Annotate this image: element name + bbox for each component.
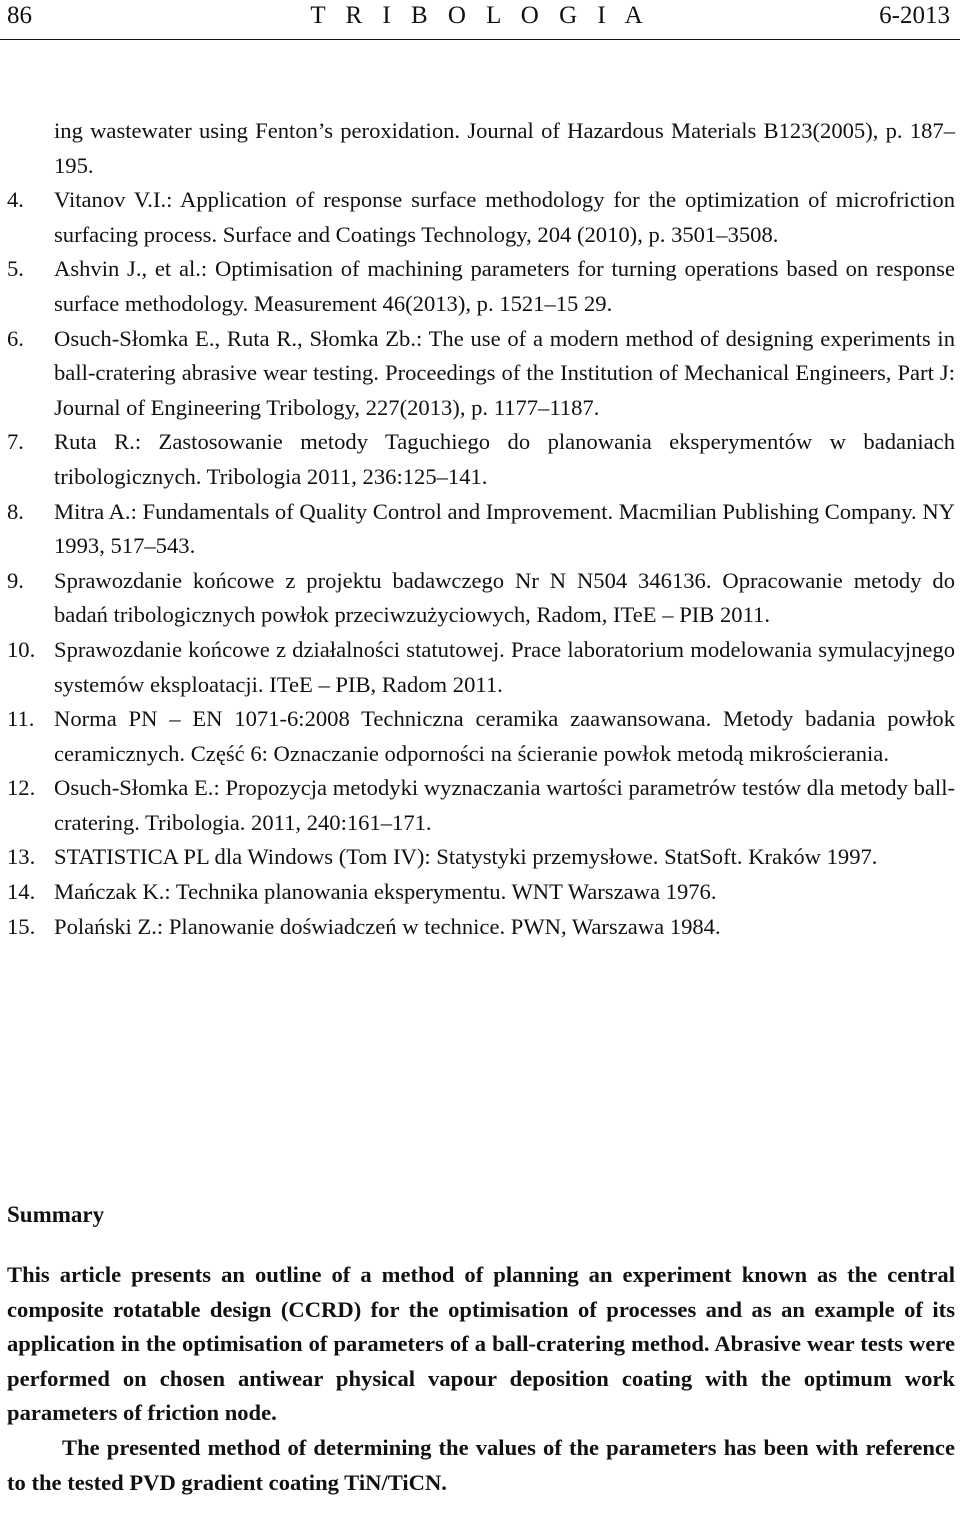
- reference-item: [7, 322, 955, 426]
- summary-paragraph: This article presents an outline of a method of planning an experiment known as the central composite rotatable design (CCRD) for the optimisation of processes and as an example of its application in the optimisation of parameters of a ball-cratering method. Abrasive wear tests were performed on chosen antiwear physical vapour deposition coating with the optimum work parameters of friction node.: [7, 1262, 955, 1426]
- reference-number: 4.: [7, 187, 24, 213]
- reference-text: Osuch-Słomka E.: Propozycja metodyki wyznaczania wartości parametrów testów dla metody ball-cratering. Tribologia. 2011, 240:161–171.: [54, 775, 955, 835]
- reference-item: [7, 252, 955, 321]
- reference-number: 11.: [7, 706, 35, 732]
- reference-text: STATISTICA PL dla Windows (Tom IV): Statystyki przemysłowe. StatSoft. Kraków 1997.: [54, 844, 878, 870]
- reference-text: Norma PN – EN 1071-6:2008 Techniczna ceramika zaawansowana. Metody badania powłok ceramicznych. Część 6: Oznaczanie odporności na ścieranie powłok metodą mikrościerania.: [54, 706, 955, 766]
- reference-item: [7, 495, 955, 564]
- page-number: 86: [7, 2, 32, 29]
- reference-text: Polański Z.: Planowanie doświadczeń w technice. PWN, Warszawa 1984.: [54, 913, 721, 939]
- reference-number: 9.: [7, 567, 24, 593]
- reference-item: [7, 875, 955, 910]
- reference-text: Mańczak K.: Technika planowania eksperymentu. WNT Warszawa 1976.: [54, 879, 717, 905]
- issue-number: 6-2013: [879, 2, 950, 29]
- reference-number: 14.: [7, 879, 36, 905]
- reference-text: Ashvin J., et al.: Optimisation of machining parameters for turning operations based on response surface methodology. Measurement 46(2013), p. 1521–15 29.: [54, 256, 955, 316]
- reference-item: [7, 840, 955, 875]
- reference-text: Osuch-Słomka E., Ruta R., Słomka Zb.: The use of a modern method of designing experiments in ball-cratering abrasive wear testing. Proceedings of the Institution of Mechanical Engineers, Part J: Journal of Engineering Tribology, 227(2013), p. 1177–1187.: [54, 325, 955, 420]
- reference-item: [7, 564, 955, 633]
- reference-continuation: ing wastewater using Fenton’s peroxidation. Journal of Hazardous Materials B123(2005), p. 187–195.: [54, 118, 955, 178]
- reference-number: 5.: [7, 256, 24, 282]
- reference-number: 12.: [7, 775, 36, 801]
- reference-list: [7, 114, 955, 944]
- journal-title: T R I B O L O G I A: [310, 2, 650, 29]
- reference-text: Sprawozdanie końcowe z projektu badawczego Nr N N504 346136. Opracowanie metody do badań tribologicznych powłok przeciwzużyciowych, Radom, ITeE – PIB 2011.: [54, 567, 955, 628]
- reference-number: 6.: [7, 325, 24, 351]
- summary-body: [7, 1258, 955, 1500]
- reference-number: 8.: [7, 498, 24, 524]
- summary-paragraph: The presented method of determining the values of the parameters has been with reference to the tested PVD gradient coating TiN/TiCN.: [7, 1434, 955, 1495]
- reference-text: Vitanov V.I.: Application of response surface methodology for the optimization of microfriction surfacing process. Surface and Coatings Technology, 204 (2010), p. 3501–3508.: [54, 187, 955, 247]
- reference-item: [7, 702, 955, 771]
- summary-heading: Summary: [7, 1202, 105, 1227]
- reference-item: [7, 771, 955, 840]
- reference-text: Mitra A.: Fundamentals of Quality Control and Improvement. Macmilian Publishing Company. NY 1993, 517–543.: [54, 498, 955, 559]
- reference-number: 13.: [7, 844, 36, 870]
- reference-number: 15.: [7, 913, 36, 939]
- reference-item: [7, 633, 955, 702]
- reference-number: 7.: [7, 429, 24, 455]
- running-header: [0, 0, 960, 34]
- header-rule: [0, 39, 960, 40]
- reference-item: [7, 910, 955, 945]
- reference-text: Sprawozdanie końcowe z działalności statutowej. Prace laboratorium modelowania symulacyjnego systemów eksploatacji. ITeE – PIB, Radom 2011.: [54, 636, 955, 697]
- reference-item: [7, 183, 955, 252]
- reference-text: Ruta R.: Zastosowanie metody Taguchiego do planowania eksperymentów w badaniach tribologicznych. Tribologia 2011, 236:125–141.: [54, 429, 955, 489]
- reference-number: 10.: [7, 636, 36, 662]
- reference-item: [7, 425, 955, 494]
